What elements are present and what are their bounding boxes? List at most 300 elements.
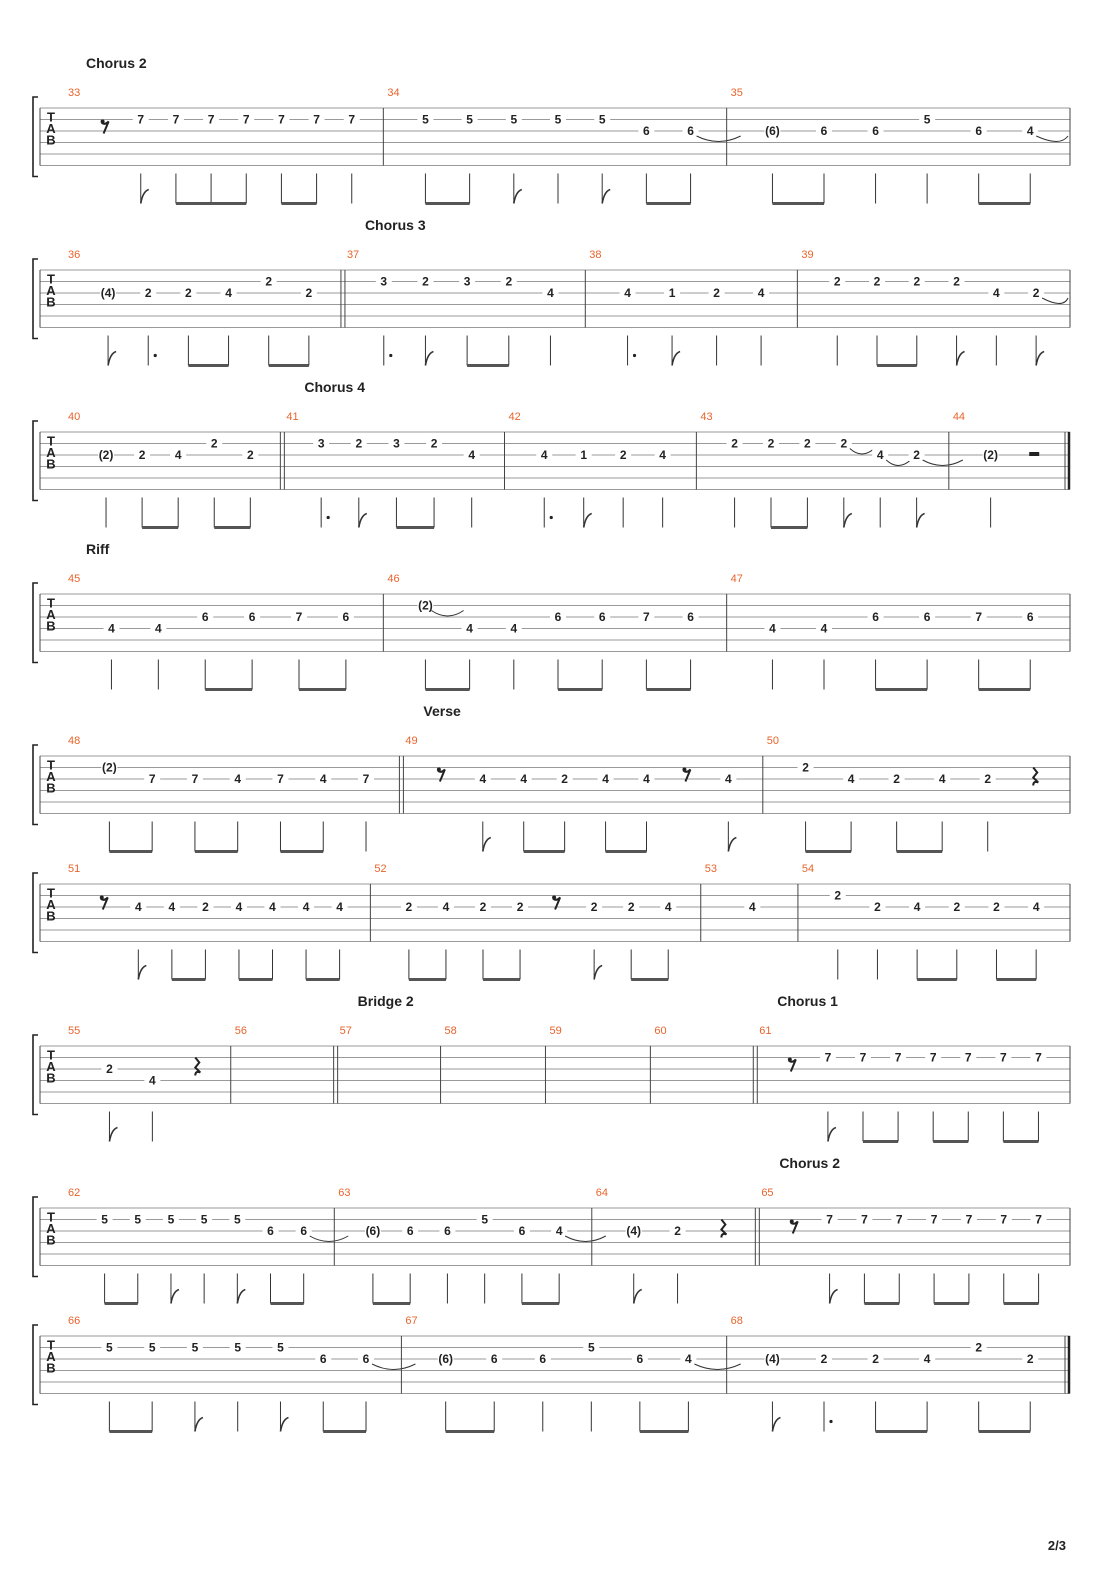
fret-number: 7 <box>148 772 156 786</box>
fret-number: 2 <box>138 448 146 462</box>
system-bracket <box>33 583 38 663</box>
fret-number: 7 <box>362 772 370 786</box>
bar-number: 37 <box>346 249 360 261</box>
fret-number: 2 <box>975 1340 983 1355</box>
bar-number: 60 <box>654 1025 667 1037</box>
tab-letter: T <box>47 885 55 901</box>
bar-47 <box>731 573 1070 690</box>
eighth-flag <box>1036 352 1044 366</box>
fret-number: 6 <box>872 610 879 624</box>
fret-number: 4 <box>923 1352 931 1366</box>
bar-40 <box>68 411 284 528</box>
fret-number: 7 <box>1035 1050 1042 1065</box>
bar-61 <box>759 1025 1070 1142</box>
eighth-flag <box>844 514 852 528</box>
tab-letter: T <box>47 433 55 449</box>
fret-number: 2 <box>210 436 218 451</box>
dot <box>829 1420 832 1423</box>
fret-number: 4 <box>659 448 666 462</box>
fret-number: 6 <box>636 1352 644 1366</box>
system-bracket <box>33 873 38 953</box>
fret-number: 5 <box>234 1340 242 1355</box>
eighth-rest-dot <box>788 1058 792 1062</box>
eighth-flag <box>483 838 491 852</box>
section-label: Chorus 2 <box>86 55 147 71</box>
fret-number: 6 <box>539 1352 547 1366</box>
fret-number: 2 <box>479 900 487 914</box>
fret-number: 6 <box>248 610 256 624</box>
fret-number: 2 <box>767 436 775 451</box>
bar-number: 39 <box>801 249 814 261</box>
fret-number: 2 <box>561 772 568 786</box>
fret-number: 2 <box>516 900 524 914</box>
bar-48 <box>68 735 403 852</box>
bar-number: 58 <box>444 1025 457 1037</box>
bar-number: 49 <box>405 735 418 747</box>
eighth-flag <box>237 1290 245 1304</box>
eighth-flag <box>728 838 736 852</box>
fret-number: 7 <box>191 772 199 786</box>
fret-number: 3 <box>463 274 471 289</box>
eighth-flag <box>141 190 149 204</box>
bar-38 <box>589 249 797 366</box>
tab-letter: A <box>46 897 56 912</box>
eighth-flag <box>280 1418 288 1432</box>
system-bracket <box>33 259 38 339</box>
fret-number: 4 <box>479 772 487 786</box>
bar-35 <box>731 87 1070 204</box>
bar-number: 59 <box>549 1025 562 1037</box>
fret-number: 6 <box>518 1224 526 1238</box>
quarter-rest <box>1033 768 1038 786</box>
bar-51 <box>68 863 370 980</box>
quarter-rest <box>721 1220 726 1238</box>
fret-number: 7 <box>242 112 250 127</box>
fret-number: 6 <box>300 1224 308 1238</box>
fret-number: 7 <box>277 772 284 786</box>
bar-number: 57 <box>339 1025 352 1037</box>
eighth-rest-dot <box>101 120 105 124</box>
fret-number: 4 <box>547 286 554 300</box>
tab-letter: B <box>46 1070 56 1086</box>
bar-number: 64 <box>595 1187 609 1199</box>
fret-number: 6 <box>598 610 606 624</box>
fret-number: 7 <box>172 112 180 127</box>
fret-number: 2 <box>713 286 720 300</box>
system-bracket <box>33 97 38 177</box>
section-label: Chorus 4 <box>304 379 366 395</box>
system-6 <box>33 863 1070 980</box>
fret-number: 4 <box>149 1073 156 1088</box>
fret-number: 2 <box>405 900 413 914</box>
section-label: Verse <box>423 703 461 719</box>
tie-arc <box>372 1364 415 1370</box>
bar-number: 47 <box>730 573 743 585</box>
bar-number: 67 <box>405 1315 418 1327</box>
bar-number: 51 <box>68 863 81 875</box>
system-4 <box>33 541 1070 690</box>
eighth-flag <box>359 514 367 528</box>
fret-number: 4 <box>520 772 528 786</box>
bar-number: 50 <box>766 735 780 747</box>
fret-number: 7 <box>859 1050 867 1065</box>
tab-letter: B <box>46 618 56 634</box>
eighth-rest-dot <box>552 896 556 900</box>
bar-41 <box>286 411 504 528</box>
fret-number: 2 <box>246 448 254 462</box>
fret-number: 4 <box>725 772 732 786</box>
bar-37 <box>347 249 585 366</box>
eighth-flag <box>171 1290 179 1304</box>
fret-number: 4 <box>847 772 855 786</box>
fret-number: 2 <box>590 900 598 914</box>
fret-number: 2 <box>840 436 848 451</box>
fret-number: 2 <box>1032 286 1040 300</box>
fret-number: 4 <box>134 900 142 914</box>
tab-letter: A <box>46 1349 56 1364</box>
eighth-flag <box>584 514 592 528</box>
tie-arc <box>694 1364 740 1370</box>
fret-number: 2 <box>505 274 513 289</box>
system-bracket <box>33 1197 38 1277</box>
fret-number: 7 <box>313 112 320 127</box>
system-bracket <box>33 1035 38 1115</box>
bar-68 <box>731 1315 1069 1432</box>
bar-49 <box>405 735 762 852</box>
bar-44 <box>953 411 1069 528</box>
fret-number: 5 <box>554 112 562 127</box>
tie-arc <box>1036 136 1068 142</box>
fret-number: 4 <box>992 286 1000 300</box>
bar-36 <box>68 249 345 366</box>
fret-number: 4 <box>757 286 765 300</box>
fret-number: 4 <box>336 900 343 914</box>
system-bracket <box>33 745 38 825</box>
fret-number: 6 <box>490 1352 498 1366</box>
bar-46 <box>387 573 726 690</box>
fret-number: 7 <box>895 1212 903 1227</box>
fret-number: 4 <box>820 621 828 636</box>
tab-letter: T <box>47 595 55 611</box>
fret-number: 6 <box>1026 610 1034 624</box>
bar-66 <box>68 1315 418 1432</box>
fret-number: 2 <box>953 900 961 914</box>
tab-letter: A <box>46 121 56 136</box>
bar-number: 36 <box>68 249 81 261</box>
fret-number: 6 <box>267 1224 274 1238</box>
bar-number: 35 <box>730 87 743 99</box>
fret-number: 5 <box>598 112 606 127</box>
fret-number: 5 <box>422 112 429 127</box>
eighth-flag <box>602 190 610 204</box>
fret-number: 7 <box>1035 1212 1042 1227</box>
bar-42 <box>509 411 697 528</box>
tab-letter: T <box>47 271 55 287</box>
fret-number: 3 <box>317 436 325 451</box>
fret-number: 6 <box>687 610 694 624</box>
fret-number: 7 <box>295 610 303 624</box>
fret-number: 7 <box>137 112 145 127</box>
tie-arc <box>850 449 874 455</box>
fret-number: (6) <box>365 1224 381 1238</box>
bar-62 <box>68 1187 351 1304</box>
eighth-rest-dot <box>100 896 104 900</box>
fret-number: 5 <box>167 1212 175 1227</box>
bar-number: 42 <box>508 411 521 423</box>
fret-number: 7 <box>929 1050 937 1065</box>
fret-number: 5 <box>481 1212 489 1227</box>
fret-number: 5 <box>191 1340 199 1355</box>
dot <box>154 354 157 357</box>
fret-number: (2) <box>98 448 114 462</box>
bar-67 <box>405 1315 740 1432</box>
fret-number: (2) <box>983 448 998 462</box>
bar-number: 56 <box>234 1025 247 1037</box>
fret-number: 7 <box>965 1212 973 1227</box>
section-label: Chorus 2 <box>779 1155 841 1171</box>
section-label: Chorus 1 <box>777 993 838 1009</box>
fret-number: 2 <box>674 1224 681 1238</box>
tab-letter: A <box>46 607 56 622</box>
fret-number: 5 <box>923 112 931 127</box>
fret-number: 4 <box>442 900 450 914</box>
tie-arc <box>923 460 963 466</box>
fret-number: (4) <box>765 1352 780 1366</box>
eighth-rest-dot <box>682 768 686 772</box>
tab-letter: B <box>46 908 56 924</box>
tie-arc <box>886 460 910 466</box>
fret-number: 4 <box>938 772 946 786</box>
half-rest <box>1029 452 1039 456</box>
system-9 <box>33 1315 1070 1432</box>
fret-number: 2 <box>984 772 992 786</box>
tie-arc <box>310 1236 349 1242</box>
bar-number: 65 <box>761 1187 774 1199</box>
eighth-flag <box>138 966 146 980</box>
fret-number: 4 <box>108 621 115 636</box>
eighth-flag <box>195 1418 203 1432</box>
tab-letter: B <box>46 1232 56 1248</box>
bar-39 <box>801 249 1070 366</box>
bar-number: 44 <box>952 411 966 423</box>
tab-letter: T <box>47 1047 55 1063</box>
bar-number: 63 <box>338 1187 351 1199</box>
bar-52 <box>374 863 700 980</box>
fret-number: 6 <box>923 610 931 624</box>
tie-arc <box>565 1236 606 1242</box>
eighth-flag <box>634 1290 642 1304</box>
fret-number: 2 <box>265 274 273 289</box>
fret-number: 7 <box>861 1212 868 1227</box>
tab-letter: B <box>46 132 56 148</box>
fret-number: 5 <box>134 1212 142 1227</box>
fret-number: 2 <box>804 436 811 451</box>
fret-number: 2 <box>202 900 209 914</box>
eighth-flag <box>772 1418 780 1432</box>
fret-number: 4 <box>664 900 672 914</box>
fret-number: 5 <box>233 1212 241 1227</box>
fret-number: 2 <box>873 274 881 289</box>
eighth-flag <box>108 352 116 366</box>
fret-number: 4 <box>876 448 884 462</box>
eighth-flag <box>672 352 680 366</box>
fret-number: 2 <box>874 900 881 914</box>
fret-number: 2 <box>872 1352 879 1366</box>
fret-number: 1 <box>668 286 676 300</box>
fret-number: 7 <box>975 610 983 624</box>
fret-number: 2 <box>1026 1352 1034 1366</box>
tab-letter: T <box>47 757 55 773</box>
fret-number: 5 <box>106 1340 113 1355</box>
fret-number: (2) <box>102 760 117 775</box>
tie-arc <box>697 136 741 142</box>
dot <box>633 354 636 357</box>
fret-number: 4 <box>168 900 176 914</box>
fret-number: 2 <box>893 772 900 786</box>
fret-number: 2 <box>802 760 809 775</box>
fret-number: 2 <box>834 888 842 903</box>
bar-number: 62 <box>68 1187 81 1199</box>
fret-number: 4 <box>154 621 162 636</box>
fret-number: (4) <box>100 286 116 300</box>
fret-number: 6 <box>872 124 879 138</box>
fret-number: 4 <box>685 1352 692 1366</box>
bar-43 <box>700 411 962 528</box>
eighth-rest-dot <box>790 1220 794 1224</box>
bar-number: 53 <box>704 863 718 875</box>
dot <box>550 516 553 519</box>
tab-letter: B <box>46 456 56 472</box>
section-label: Chorus 3 <box>364 217 426 233</box>
tab-letter: T <box>47 109 55 125</box>
fret-number: 2 <box>185 286 192 300</box>
bar-number: 54 <box>801 863 815 875</box>
fret-number: 7 <box>207 112 215 127</box>
fret-number: 7 <box>1000 1050 1007 1065</box>
fret-number: (6) <box>438 1352 454 1366</box>
fret-number: 4 <box>1026 124 1034 138</box>
system-8 <box>33 1155 1070 1304</box>
bar-number: 66 <box>68 1315 81 1327</box>
bar-number: 40 <box>68 411 81 423</box>
bar-55 <box>68 1025 231 1142</box>
eighth-flag <box>594 966 602 980</box>
page-number: 2/3 <box>1047 1538 1066 1553</box>
fret-number: 6 <box>362 1352 370 1366</box>
fret-number: 6 <box>554 610 562 624</box>
bar-34 <box>387 87 740 204</box>
fret-number: 5 <box>148 1340 156 1355</box>
system-3 <box>33 379 1070 528</box>
fret-number: 4 <box>769 621 776 636</box>
fret-number: 4 <box>602 772 609 786</box>
fret-number: 4 <box>555 1224 563 1238</box>
bar-number: 38 <box>589 249 602 261</box>
bar-number: 61 <box>759 1025 772 1037</box>
fret-number: 2 <box>833 274 841 289</box>
fret-number: 4 <box>468 448 476 462</box>
system-5 <box>33 703 1070 852</box>
fret-number: 4 <box>225 286 232 300</box>
fret-number: 4 <box>234 772 242 786</box>
fret-number: 2 <box>305 286 313 300</box>
bar-50 <box>767 735 1070 852</box>
fret-number: 2 <box>144 286 152 300</box>
eighth-flag <box>957 352 965 366</box>
bar-number: 45 <box>68 573 81 585</box>
eighth-rest-dot <box>437 768 441 772</box>
bar-number: 68 <box>730 1315 743 1327</box>
tab-letter: B <box>46 294 56 310</box>
fret-number: 3 <box>380 274 388 289</box>
bar-65 <box>761 1187 1070 1304</box>
fret-number: 2 <box>355 436 363 451</box>
fret-number: (2) <box>418 598 433 613</box>
system-7 <box>33 993 1070 1142</box>
tab-letter: A <box>46 1059 56 1074</box>
fret-number: 7 <box>348 112 356 127</box>
fret-number: 5 <box>101 1212 108 1227</box>
fret-number: 4 <box>748 900 756 914</box>
fret-number: 1 <box>580 448 588 462</box>
bar-number: 46 <box>387 573 400 585</box>
fret-number: 5 <box>466 112 473 127</box>
fret-number: 4 <box>913 900 921 914</box>
fret-number: 6 <box>643 124 650 138</box>
fret-number: 6 <box>975 124 983 138</box>
fret-number: 6 <box>687 124 694 138</box>
fret-number: 2 <box>731 436 738 451</box>
quarter-rest <box>195 1058 200 1076</box>
fret-number: 7 <box>824 1050 832 1065</box>
fret-number: 4 <box>1032 900 1040 914</box>
fret-number: 7 <box>1000 1212 1008 1227</box>
section-label: Riff <box>86 541 110 557</box>
tie-arc <box>1042 298 1068 304</box>
eighth-flag <box>109 1128 117 1142</box>
section-label: Bridge 2 <box>357 993 414 1009</box>
fret-number: (4) <box>626 1224 642 1238</box>
fret-number: 2 <box>913 448 920 462</box>
bar-64 <box>596 1187 760 1304</box>
tab-letter: A <box>46 445 56 460</box>
fret-number: 2 <box>820 1352 828 1366</box>
fret-number: 5 <box>200 1212 208 1227</box>
tab-letter: A <box>46 1221 56 1236</box>
fret-number: 7 <box>278 112 285 127</box>
tab-letter: B <box>46 1360 56 1376</box>
fret-number: 4 <box>174 448 182 462</box>
dot <box>327 516 330 519</box>
bar-number: 33 <box>68 87 81 99</box>
fret-number: 2 <box>106 1062 113 1076</box>
tab-letter: T <box>47 1337 55 1353</box>
fret-number: 6 <box>201 610 209 624</box>
fret-number: 7 <box>930 1212 938 1227</box>
fret-number: 2 <box>422 274 429 289</box>
bar-33 <box>68 87 383 204</box>
fret-number: 4 <box>540 448 548 462</box>
fret-number: 6 <box>820 124 828 138</box>
eighth-flag <box>828 1128 836 1142</box>
fret-number: 5 <box>277 1340 284 1355</box>
fret-number: 4 <box>319 772 327 786</box>
system-1 <box>33 55 1070 204</box>
fret-number: 4 <box>269 900 276 914</box>
system-bracket <box>33 1325 38 1405</box>
bar-number: 52 <box>374 863 387 875</box>
fret-number: 4 <box>302 900 310 914</box>
